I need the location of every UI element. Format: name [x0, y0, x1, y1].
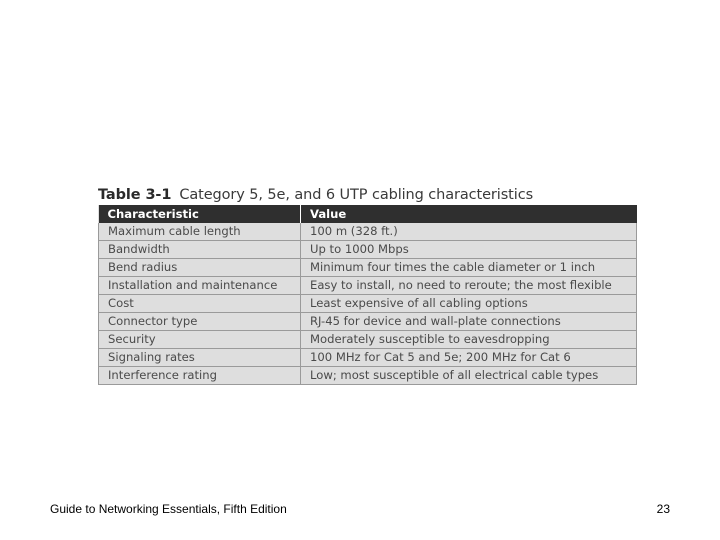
characteristic-cell: Interference rating — [99, 367, 301, 385]
characteristic-cell: Bandwidth — [99, 241, 301, 259]
value-cell: Minimum four times the cable diameter or 1 inch — [301, 259, 637, 277]
characteristic-cell: Bend radius — [99, 259, 301, 277]
table-row — [99, 295, 637, 313]
table-row — [99, 241, 637, 259]
table-row — [99, 313, 637, 331]
footer-page-number: 23 — [656, 502, 670, 516]
characteristic-cell: Maximum cable length — [99, 223, 301, 241]
header-value: Value — [301, 205, 637, 223]
footer-book-title: Guide to Networking Essentials, Fifth Edition — [50, 502, 287, 516]
table-title: Category 5, 5e, and 6 UTP cabling characteristics — [179, 187, 534, 203]
table-figure — [98, 185, 636, 385]
characteristic-cell: Cost — [99, 295, 301, 313]
table-row — [99, 367, 637, 385]
table-number: Table 3-1 — [98, 187, 172, 203]
characteristic-cell: Connector type — [99, 313, 301, 331]
value-cell: Easy to install, no need to reroute; the most flexible — [301, 277, 637, 295]
table-row — [99, 277, 637, 295]
value-cell: Moderately susceptible to eavesdropping — [301, 331, 637, 349]
table-row — [99, 349, 637, 367]
characteristic-cell: Installation and maintenance — [99, 277, 301, 295]
table-row — [99, 223, 637, 241]
value-cell: 100 m (328 ft.) — [301, 223, 637, 241]
cabling-characteristics-table — [98, 205, 637, 385]
table-row — [99, 331, 637, 349]
table-row — [99, 259, 637, 277]
value-cell: 100 MHz for Cat 5 and 5e; 200 MHz for Cat 6 — [301, 349, 637, 367]
characteristic-cell: Security — [99, 331, 301, 349]
value-cell: Up to 1000 Mbps — [301, 241, 637, 259]
header-characteristic: Characteristic — [99, 205, 301, 223]
value-cell: Low; most susceptible of all electrical cable types — [301, 367, 637, 385]
value-cell: RJ-45 for device and wall-plate connections — [301, 313, 637, 331]
value-cell: Least expensive of all cabling options — [301, 295, 637, 313]
characteristic-cell: Signaling rates — [99, 349, 301, 367]
table-caption — [98, 185, 636, 205]
table-header-row — [99, 205, 637, 223]
